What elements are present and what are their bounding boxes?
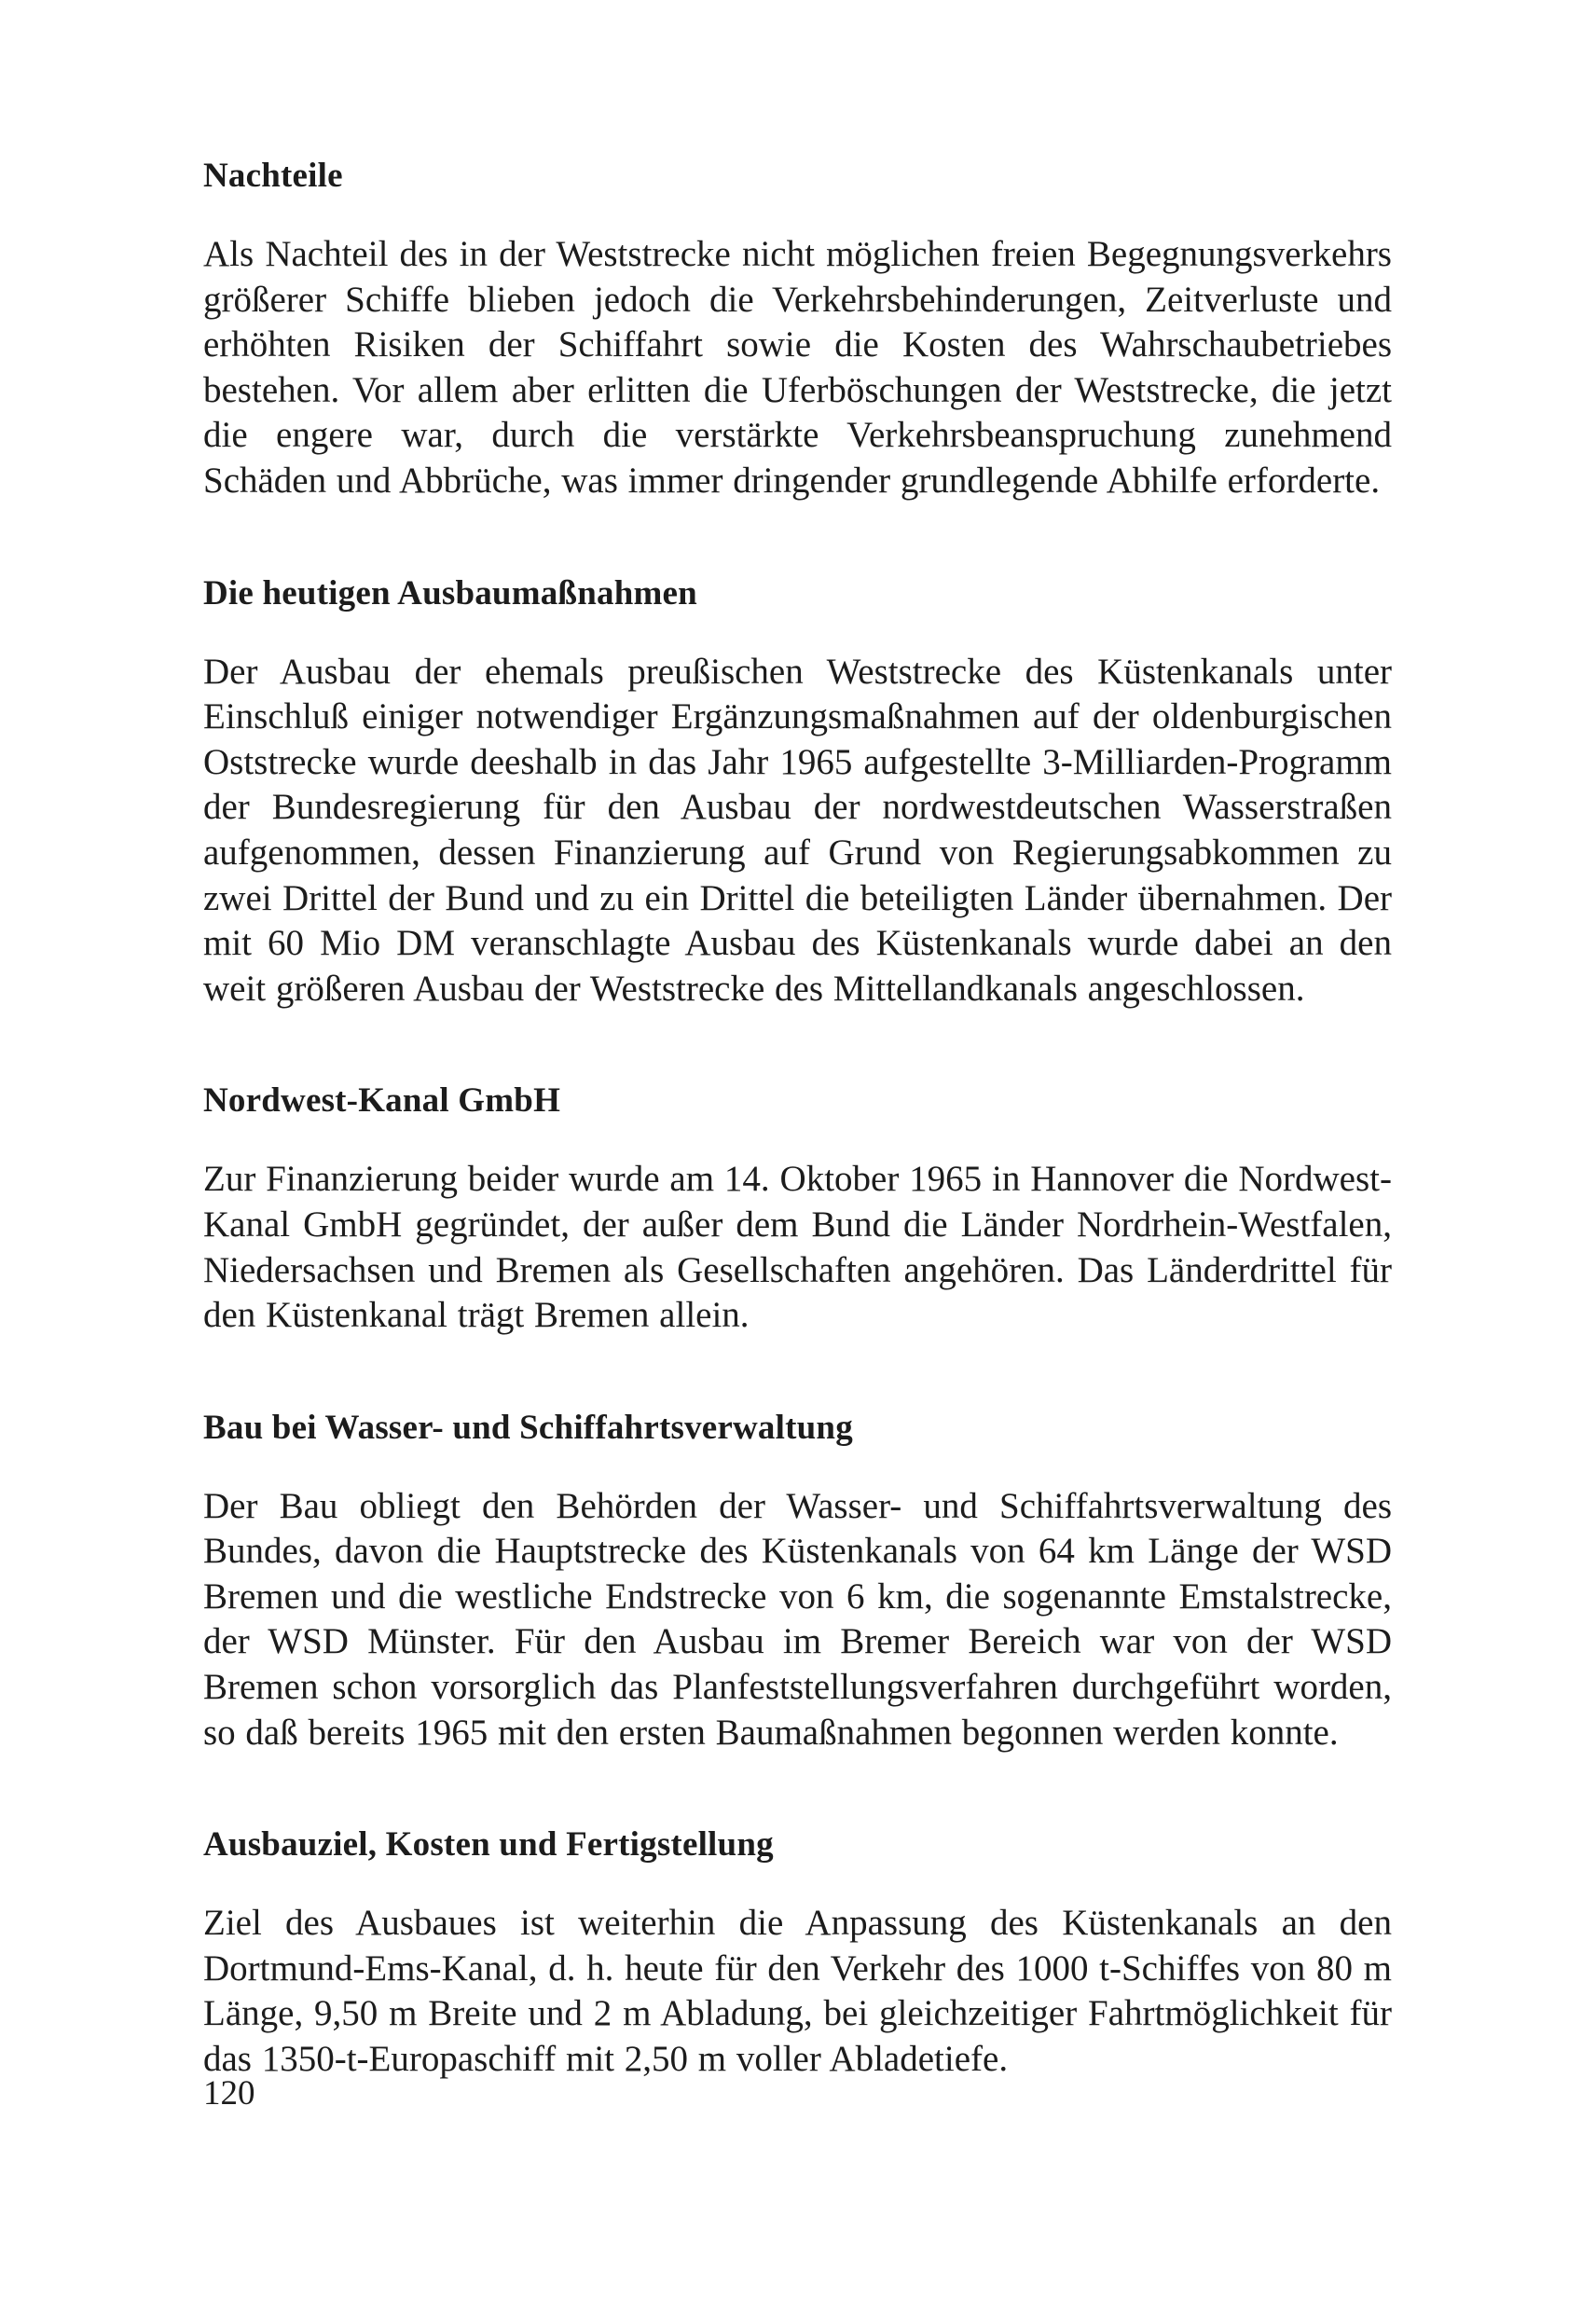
section-heading: Nachteile <box>203 157 343 195</box>
section-ausbauziel <box>203 1823 1392 2082</box>
section-heading: Nordwest-Kanal GmbH <box>203 1081 561 1121</box>
section-nordwest-kanal <box>203 1079 1392 1338</box>
section-heading: Ausbauziel, Kosten und Fertigstellung <box>203 1825 774 1865</box>
section-paragraph: Ziel des Ausbaues ist weiterhin die Anpassung des Küstenkanals an den Dortmund-Ems-Kanal, d. h. heute für den Verkehr des 1000 t-Schiffes von 80 m Länge, 9,50 m Breite und 2 m Abladung, bei gleichzeitiger Fahrtmöglichkeit für das 1350-t-Europaschiff mit 2,50 m voller Abladetiefe. <box>203 1903 1392 2080</box>
section-heading: Bau bei Wasser- und Schiffahrtsverwaltung <box>203 1408 853 1447</box>
section-paragraph: Der Ausbau der ehemals preußischen Weststrecke des Küstenkanals unter Einschluß einiger notwendiger Ergänzungsmaßnahmen auf der oldenburgischen Oststrecke wurde deeshalb in das Jahr 1965 aufgestellte 3-Milliarden-Programm der Bundesregierung für den Ausbau der nordwestdeutschen Wasserstraßen aufgenommen, dessen Finanzierung auf Grund von Regierungsabkommen zu zwei Drittel der Bund und zu ein Drittel die beteiligten Länder übernahmen. Der mit 60 Mio DM veranschlagte Ausbau des Küstenkanals wurde dabei an den weit größeren Ausbau der Weststrecke des Mittellandkanals angeschlossen. <box>203 651 1392 1009</box>
section-nachteile <box>203 154 1392 504</box>
section-bau-verwaltung <box>203 1406 1392 1756</box>
section-paragraph: Der Bau obliegt den Behörden der Wasser- und Schiffahrtsverwaltung des Bundes, davon die Hauptstrecke des Küstenkanals von 64 km Länge der WSD Bremen und die westliche Endstrecke von 6 km, die sogenannte Emstalstrecke, der WSD Münster. Für den Ausbau im Bremer Bereich war von der WSD Bremen schon vorsorglich das Planfeststellungsverfahren durchgeführt worden, so daß bereits 1965 mit den ersten Baumaßnahmen begonnen werden konnte. <box>203 1485 1392 1753</box>
section-paragraph: Zur Finanzierung beider wurde am 14. Oktober 1965 in Hannover die Nordwest-Kanal GmbH gegründet, der außer dem Bund die Länder Nordrhein-Westfalen, Niedersachsen und Bremen als Gesellschaften angehören. Das Länderdrittel für den Küstenkanal trägt Bremen allein. <box>203 1159 1392 1336</box>
section-heading: Die heutigen Ausbaumaßnahmen <box>203 573 697 612</box>
page-content <box>203 154 1392 2150</box>
section-ausbaumassnahmen <box>203 571 1392 1012</box>
section-paragraph: Als Nachteil des in der Weststrecke nicht möglichen freien Begegnungsverkehrs größerer Schiffe blieben jedoch die Verkehrsbehinderungen, Zeitverluste und erhöhten Risiken der Schiffahrt sowie die Kosten des Wahrschaubetriebes bestehen. Vor allem aber erlitten die Uferböschungen der Weststrecke, die jetzt die engere war, durch die verstärkte Verkehrsbeanspruchung zunehmend Schäden und Abbrüche, was immer dringender grundlegende Abhilfe erforderte. <box>203 234 1392 501</box>
page-number: 120 <box>203 2074 255 2112</box>
